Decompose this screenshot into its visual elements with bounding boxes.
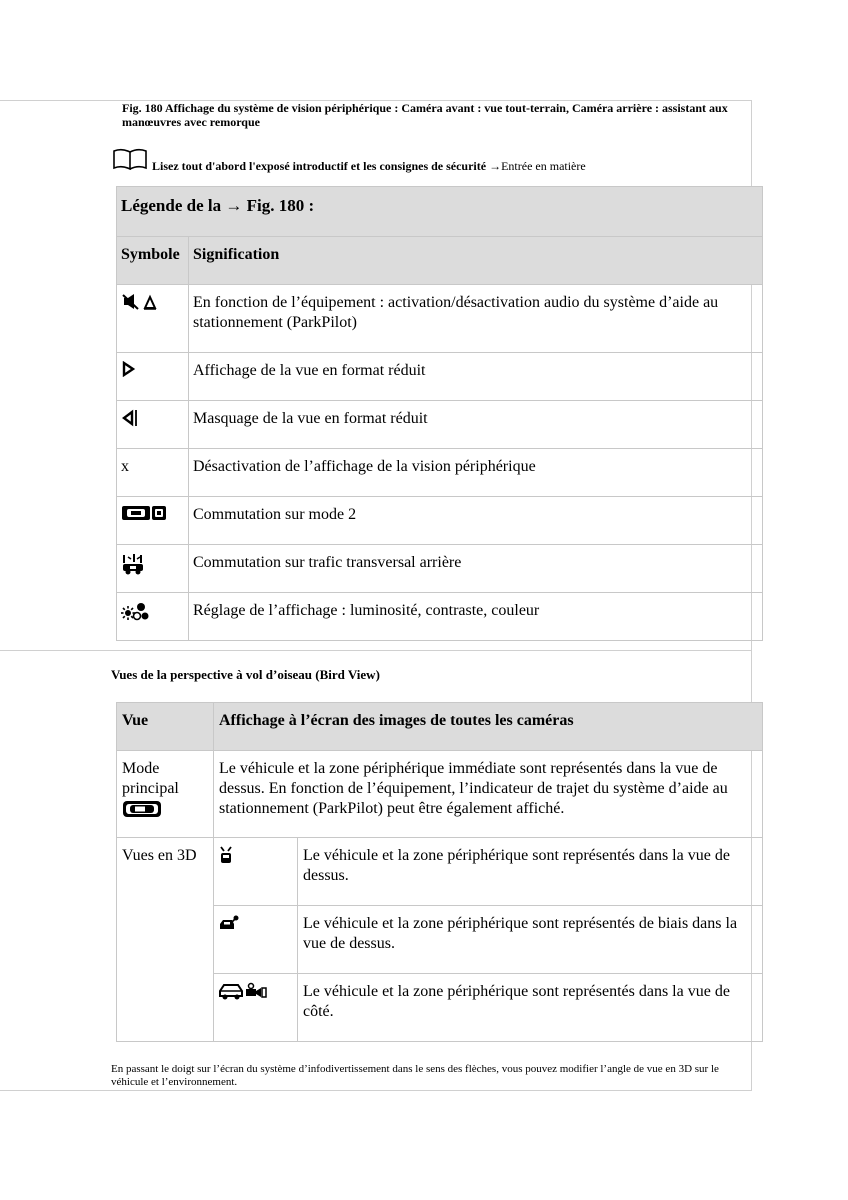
legend-meaning: En fonction de l’équipement : activation/désactivation audio du système d’aide au stationnement (ParkPilot) (189, 285, 763, 353)
legend-col-symbol: Symbole (117, 237, 189, 285)
view-3d-text: Le véhicule et la zone périphérique sont représentés dans la vue de côté. (298, 974, 763, 1042)
legend-row (117, 285, 763, 353)
legend-meaning: Commutation sur trafic transversal arrière (189, 545, 763, 593)
view-oblique-3d-icon (219, 914, 241, 932)
views-3d-label: Vues en 3D (117, 838, 214, 1042)
legend-symbol-text: x (117, 449, 189, 497)
legend-row (117, 545, 763, 593)
legend-col-meaning: Signification (189, 237, 763, 285)
collapse-view-icon (121, 409, 141, 427)
legend-title: Légende de la → Fig. 180 : (117, 187, 763, 237)
view-3d-row (117, 974, 763, 1042)
main-mode-row (117, 751, 763, 838)
book-icon (112, 148, 150, 174)
bird-view-col-vue: Vue (117, 703, 214, 751)
mode-2-icon (121, 505, 167, 521)
bird-view-col-display: Affichage à l’écran des images de toutes les caméras (214, 703, 763, 751)
cross-traffic-icon (121, 553, 147, 575)
legend-meaning: Masquage de la vue en format réduit (189, 401, 763, 449)
legend-meaning: Commutation sur mode 2 (189, 497, 763, 545)
footer-note: En passant le doigt sur l’écran du système d’infodivertissement dans le sens des flèches, vous pouvez modifier l’angle de vue en 3D sur le véhicule et l’environnement. (111, 1063, 719, 1088)
view-3d-text: Le véhicule et la zone périphérique sont représentés dans la vue de dessus. (298, 838, 763, 906)
legend-table (116, 186, 763, 641)
read-first-link[interactable]: →Entrée en matière (489, 159, 586, 173)
section-divider (0, 650, 752, 651)
legend-row (117, 593, 763, 641)
display-settings-icon (121, 601, 149, 621)
expand-view-icon (121, 361, 141, 377)
main-mode-label: Mode principal (122, 760, 179, 797)
legend-row (117, 353, 763, 401)
read-first-text: Lisez tout d'abord l'exposé introductif et les consignes de sécurité (152, 159, 487, 173)
legend-row (117, 449, 763, 497)
speaker-mute-icon (121, 293, 161, 311)
bird-view-section-title: Vues de la perspective à vol d’oiseau (Bird View) (111, 667, 380, 682)
view-side-3d-icon (219, 982, 267, 1000)
read-first-note (112, 150, 586, 174)
view-3d-text: Le véhicule et la zone périphérique sont représentés de biais dans la vue de dessus. (298, 906, 763, 974)
legend-meaning: Affichage de la vue en format réduit (189, 353, 763, 401)
view-3d-row (117, 838, 763, 906)
legend-meaning: Réglage de l’affichage : luminosité, contraste, couleur (189, 593, 763, 641)
main-mode-text: Le véhicule et la zone périphérique immédiate sont représentés dans la vue de dessus. En fonction de l’équipement, l’indicateur de trajet du système d’aide au stationnement (ParkPilot) peut être également affiché. (214, 751, 763, 838)
page-frame-bottom (0, 1090, 752, 1091)
view-top-3d-icon (219, 846, 233, 864)
car-top-view-icon (122, 800, 162, 818)
legend-row (117, 401, 763, 449)
legend-row (117, 497, 763, 545)
bird-view-table (116, 702, 763, 1042)
legend-meaning: Désactivation de l’affichage de la vision périphérique (189, 449, 763, 497)
view-3d-row (117, 906, 763, 974)
figure-caption: Fig. 180 Affichage du système de vision périphérique : Caméra avant : vue tout-terrain, Caméra arrière : assistant aux manœuvres avec remorque (122, 101, 728, 129)
